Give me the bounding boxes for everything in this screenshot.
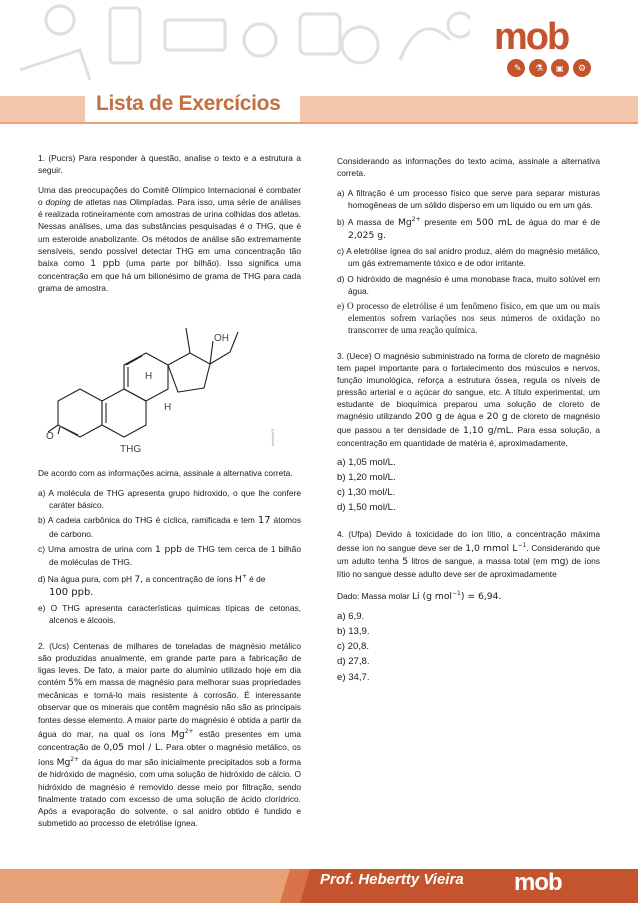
right-column xyxy=(337,155,600,687)
left-column xyxy=(38,152,301,837)
footer-logo: mob xyxy=(514,869,562,896)
q1-option-b[interactable]: b) A cadeia carbônica do THG é cíclica, ramificada e tem 17 átomos de carbono. xyxy=(38,515,302,539)
svg-text:▣: ▣ xyxy=(556,64,564,73)
q2-text: 2. (Ucs) Centenas de milhares de toneladas de magnésio metálico são produzidas anualmente, em grande parte para a fabricação de ligas leves. De fato, a maior parte do alumínio utilizado hoje em dia contém 5% em massa de magnésio para melhorar suas propriedades mecânicas e torná-lo mais resistente à corrosão. É interessante observar que os minerais que contêm magnésio não são as principais fontes desse elemento. A maior parte do magnésio é obtida a partir da água do mar, na qual os íons $Mg^{2+}$ estão presentes em uma concentração de 0,05 mol / L. Para obter o magnésio metálico, os íons $Mg^{2+}$ da água do mar são inicialmente precipitados sob a forma de hidróxido de magnésio, com uma solução de hidróxido de cálcio. O hidróxido de magnésio é removido desse meio por filtração, sendo finalmente tratado com excesso de uma solução de ácido clorídrico. Após a evaporação do solvente, o sal anidro obtido é fundido e submetido ao processo de eletrólise ígnea. xyxy=(38,640,301,828)
label-o: O xyxy=(46,431,54,443)
logo-text: mob xyxy=(494,16,569,58)
label-h2: H xyxy=(164,402,172,414)
svg-text:✎: ✎ xyxy=(514,64,522,74)
label-thg: THG xyxy=(120,444,142,456)
q2-option-a[interactable]: a) A filtração é um processo físico que serve para separar misturas homogêneas de um sólido disperso em um líquido ou em um gás. xyxy=(337,188,600,211)
q4-option-d[interactable]: d) 27,8. xyxy=(337,656,370,668)
q4-text: 4. (Ufpa) Devido à toxicidade do íon lítio, a concentração máxima desse íon no sangue deve ser de 1,0 mmol $L^{-1}$. Considerando que um adulto tenha 5 litros de sangue, a massa total (em mg) de íons lítio no sangue desse adulto deve ser de aproximadamente xyxy=(337,529,600,580)
interbits-watermark: Interbits® xyxy=(270,428,275,447)
q4-dado: Dado: Massa molar Li (g mol$^{-1}$) = 6,94. xyxy=(337,590,502,603)
q3-option-c[interactable]: c) 1,30 mol/L. xyxy=(337,486,396,498)
q4-option-b[interactable]: b) 13,9. xyxy=(337,626,370,638)
q2-option-d[interactable]: d) O hidróxido de magnésio é uma monobase fraca, muito solúvel em água. xyxy=(337,273,600,296)
svg-text:⚙: ⚙ xyxy=(578,64,587,74)
q3-text: 3. (Uece) O magnésio subministrado na forma de cloreto de magnésio tem papel importante para o fortalecimento dos músculos e nervos, função imunológica, reforça a estrutura óssea, regula os níveis de pressão arterial e o açúcar do sangue, etc. A título experimental, um estudante de bioquímica preparou uma solução de cloreto de magnésio utilizando 200 g de água e 20 g de cloreto de magnésio que passou a ter densidade de 1,10 g/mL. Para essa solução, a concentração em quantidade de matéria é, aproximadamente, xyxy=(337,351,601,448)
thg-molecule-diagram xyxy=(38,306,301,456)
q4-option-c[interactable]: c) 20,8. xyxy=(337,641,369,653)
q3-option-a[interactable]: a) 1,05 mol/L. xyxy=(337,456,396,468)
q3-option-b[interactable]: b) 1,20 mol/L. xyxy=(337,471,396,483)
q4-option-a[interactable]: a) 6,9. xyxy=(337,611,365,623)
q1-intro: 1. (Pucrs) Para responder à questão, analise o texto e a estrutura a seguir. xyxy=(38,153,301,176)
q2-option-c[interactable]: c) A eletrólise ígnea do sal anidro produz, além do magnésio metálico, um gás extremamente tóxico e de odor irritante. xyxy=(337,246,600,269)
q1-text: Uma das preocupações do Comitê Olímpico Internacional é combater o doping de atletas nas Olimpíadas. Para isso, uma série de análises é realizada rotineiramente com amostras de urina colhidas dos atletas. Nessas análises, uma das substâncias pesquisadas é o THG, que é um esteroide anabolizante. Os métodos de análise são extremamente sensíveis, sendo possível detectar THG em uma concentração tão baixa como 1 ppb (uma parte por bilhão). Isso significa uma concentração em que há um bilionésimo de grama de THG para cada grama de amostra. xyxy=(38,185,301,293)
q1-option-a[interactable]: a) A molécula de THG apresenta grupo hidroxido, o que lhe confere caráter básico. xyxy=(38,488,301,511)
q1-stem: De acordo com as informações acima, assinale a alternativa correta. xyxy=(38,468,293,479)
q1-option-d[interactable]: d) Na água pura, com pH 7, a concentração de íons H+ é de 100 ppb. xyxy=(38,572,266,598)
q3-option-d[interactable]: d) 1,50 mol/L. xyxy=(337,502,396,514)
q2-option-e[interactable]: e) O processo de eletrólise é um fenômeno físico, em que um ou mais elementos sofrem variações nos seus números de oxidação no transcorrer de uma reação química. xyxy=(337,300,600,335)
label-oh: OH xyxy=(214,333,229,345)
label-h1: H xyxy=(145,371,153,383)
q2-stem: Considerando as informações do texto acima, assinale a alternativa correta. xyxy=(337,156,600,179)
list-title: Lista de Exercícios xyxy=(96,92,281,115)
q2-option-b[interactable]: b) A massa de $Mg^{2+}$ presente em 500 mL de água do mar é de 2,025 g. xyxy=(337,216,600,242)
footer-author: Prof. Hebertty Vieira xyxy=(320,871,464,888)
svg-text:⚗: ⚗ xyxy=(535,64,544,74)
q1-option-c[interactable]: c) Uma amostra de urina com 1 ppb de THG tem cerca de 1 bilhão de moléculas de THG. xyxy=(38,543,301,567)
q1-option-e[interactable]: e) O THG apresenta características químicas típicas de cetonas, alcenos e álcoois. xyxy=(38,602,301,625)
q4-option-e[interactable]: e) 34,7. xyxy=(337,671,370,683)
